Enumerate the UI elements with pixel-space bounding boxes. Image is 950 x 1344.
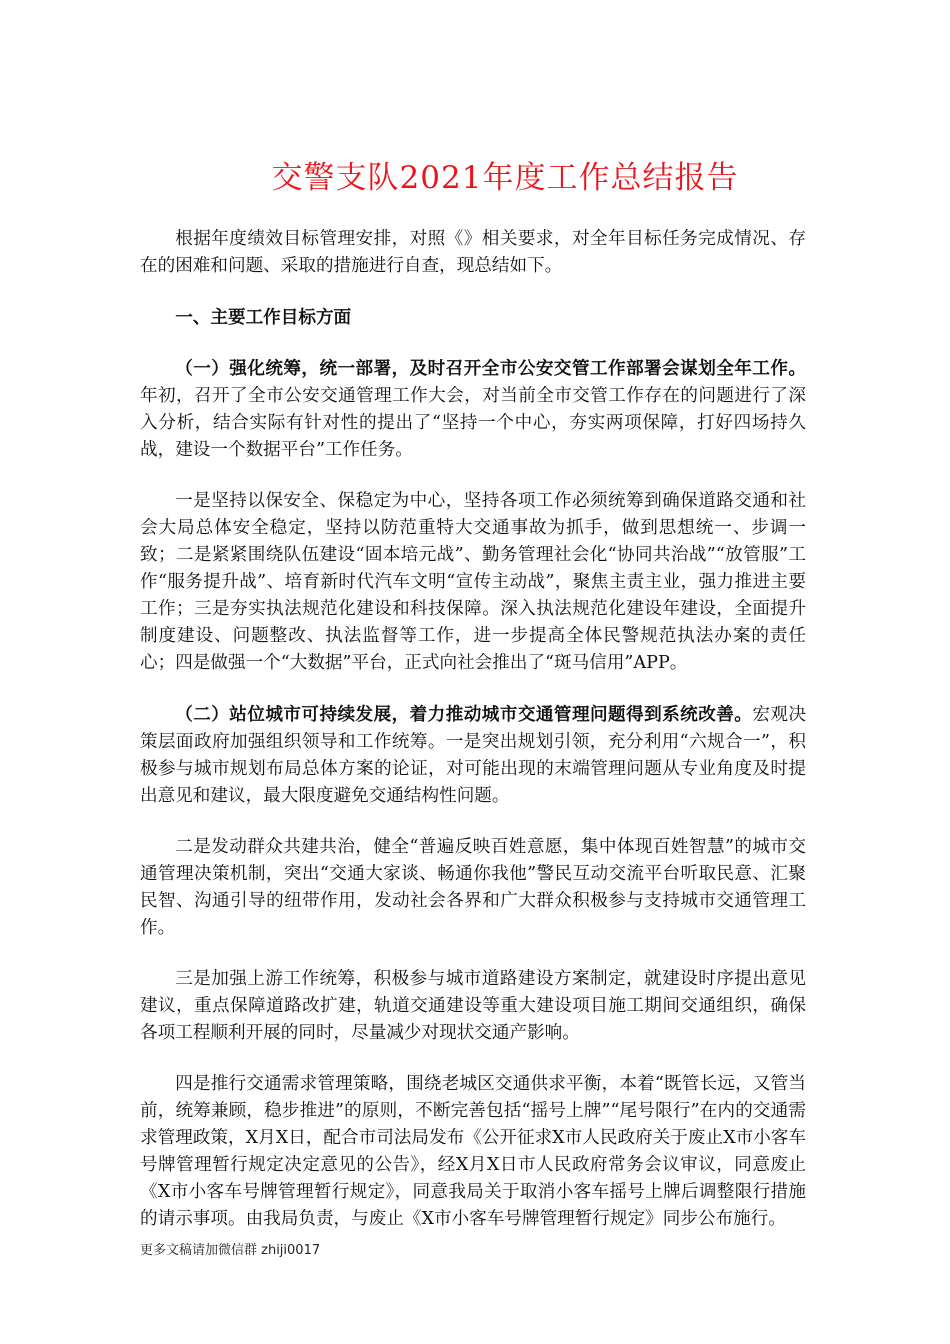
section-heading-main-goals: 一、主要工作目标方面	[175, 307, 352, 328]
document-title: 交警支队2021年度工作总结报告	[271, 160, 739, 196]
subsection-2-paragraph	[140, 701, 806, 810]
footer-note: 更多文稿请加微信群 zhiji0017	[140, 1243, 321, 1258]
paragraph-first-point: 一是坚持以保安全、保稳定为中心，坚持各项工作必须统筹到确保道路交通和社会大局总体安全稳定，坚持以防范重特大交通事故为抓手，做到思想统一、步调一致；二是紧紧围绕队伍建设“固本培元战”、勤务管理社会化“协同共治战”“放管服”工作“服务提升战”、培育新时代汽车文明“宣传主动战”，聚焦主责主业，强力推进主要工作；三是夯实执法规范化建设和科技保障。深入执法规范化建设年建设，全面提升制度建设、问题整改、执法监督等工作，进一步提高全体民警规范执法办案的责任心；四是做强一个“大数据”平台，正式向社会推出了“斑马信用”APP。	[140, 491, 806, 673]
paragraph-second-point: 二是发动群众共建共治，健全“普遍反映百姓意愿，集中体现百姓智慧”的城市交通管理决策机制，突出“交通大家谈、畅通你我他”警民互动交流平台听取民意、汇聚民智、沟通引导的纽带作用，发动社会各界和广大群众积极参与支持城市交通管理工作。	[140, 837, 806, 938]
paragraph-fourth-point: 四是推行交通需求管理策略，围绕老城区交通供求平衡，本着“既管长远，又管当前，统筹兼顾，稳步推进”的原则，不断完善包括“摇号上牌”“尾号限行”在内的交通需求管理政策，X月X日，配合市司法局发布《公开征求X市人民政府关于废止X市小客车号牌管理暂行规定决定意见的公告》，经X月X日市人民政府常务会议审议，同意废止《X市小客车号牌管理暂行规定》，同意我局关于取消小客车摇号上牌后调整限行措施的请示事项。由我局负责，与废止《X市小客车号牌管理暂行规定》同步公布施行。	[140, 1074, 806, 1229]
subsection-1-paragraph	[140, 355, 806, 464]
subsection-1-heading: （一）强化统筹，统一部署，及时召开全市公安交管工作部署会谋划全年工作。	[175, 358, 806, 379]
intro-paragraph: 根据年度绩效目标管理安排，对照《》相关要求，对全年目标任务完成情况、存在的困难和问题、采取的措施进行自查，现总结如下。	[140, 229, 806, 276]
document-body	[140, 226, 806, 1257]
subsection-2-text: 宏观决策层面政府加强组织领导和工作统筹。一是突出规划引领，充分利用“六规合一”，积极参与城市规划布局总体方案的论证，对可能出现的末端管理问题从专业角度及时提出意见和建议，最大限度避免交通结构性问题。	[140, 705, 806, 806]
paragraph-third-point: 三是加强上游工作统筹，积极参与城市道路建设方案制定，就建设时序提出意见建议，重点保障道路改扩建，轨道交通建设等重大建设项目施工期间交通组织，确保各项工程顺利开展的同时，尽量减少对现状交通产影响。	[140, 969, 806, 1043]
subsection-2-heading: （二）站位城市可持续发展，着力推动城市交通管理问题得到系统改善。	[175, 704, 753, 725]
subsection-1-text: 年初，召开了全市公安交通管理工作大会，对当前全市交管工作存在的问题进行了深入分析，结合实际有针对性的提出了“坚持一个中心，夯实两项保障，打好四场持久战，建设一个数据平台”工作任务。	[140, 386, 806, 460]
